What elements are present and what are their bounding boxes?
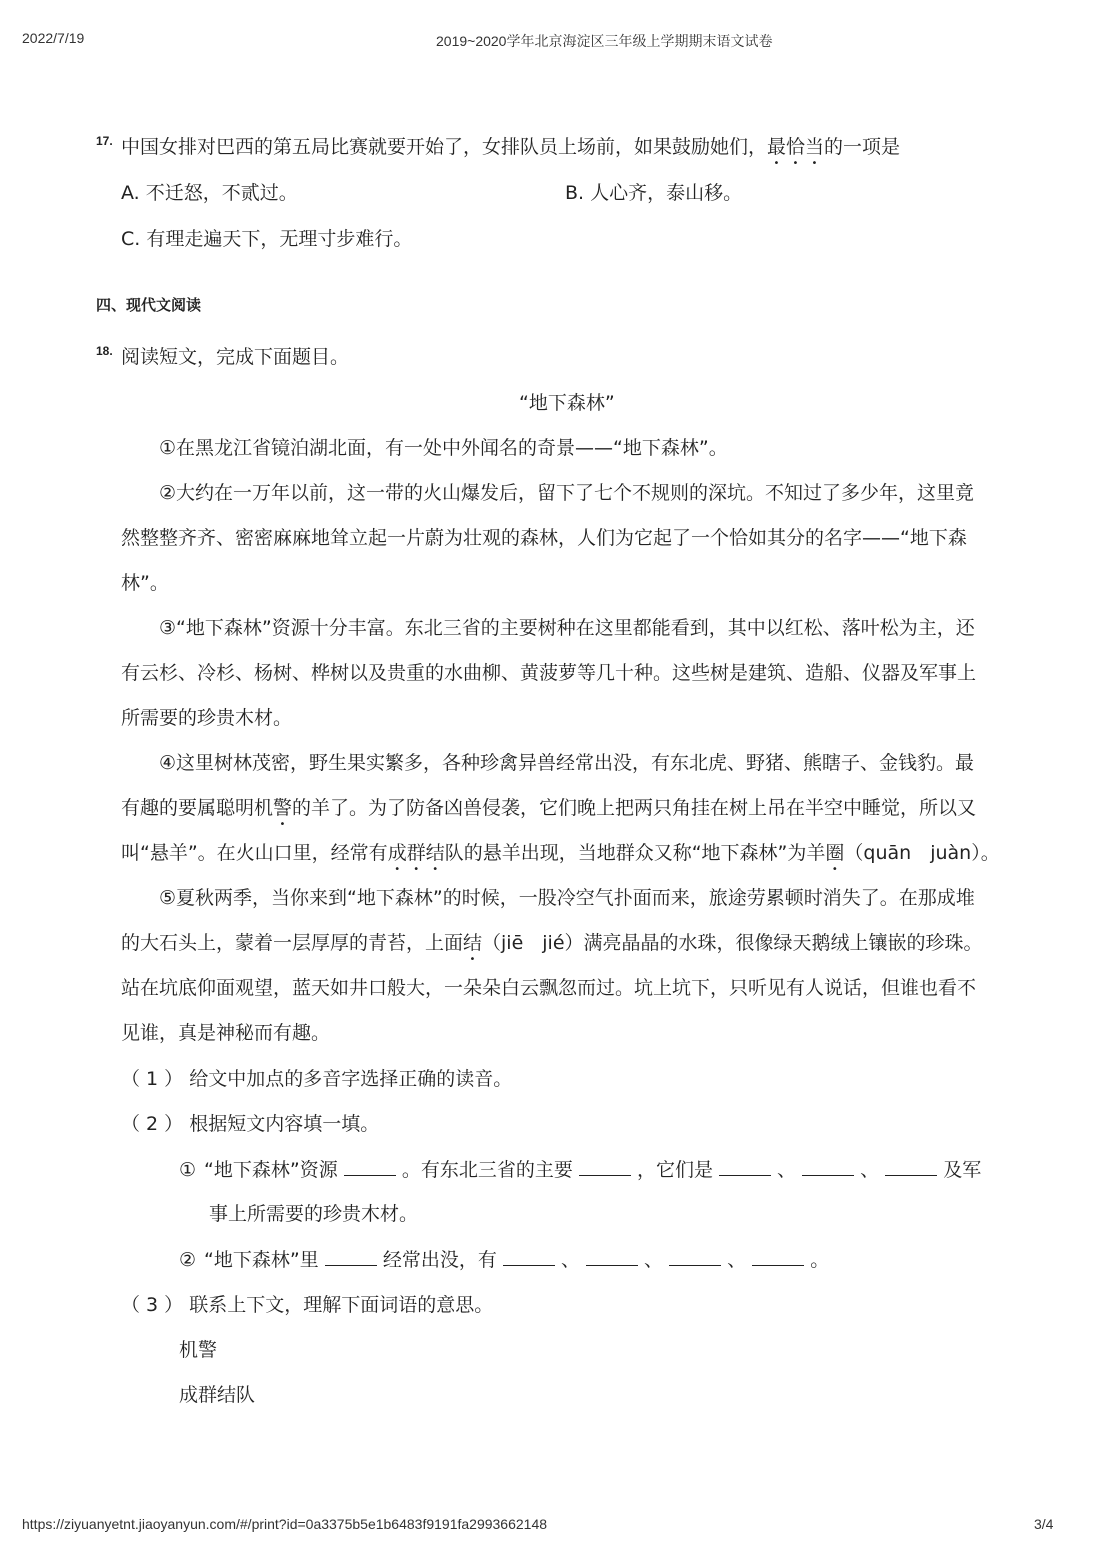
paragraph-5-line-1: ⑤夏秋两季，当你来到“地下森林”的时候，一股冷空气扑面而来，旅途劳累顿时消失了。在那成堆: [159, 887, 975, 909]
paragraph-2-line-1: ②大约在一万年以前，这一带的火山爆发后，留下了七个不规则的深坑。不知过了多少年，这里竟: [159, 482, 975, 504]
p4-emphasis-phrase: 成群结: [387, 842, 445, 864]
paragraph-3-line-1: ③“地下森林”资源十分丰富。东北三省的主要树种在这里都能看到，其中以红松、落叶松为主，还: [159, 617, 975, 639]
print-date: 2022/7/19: [22, 30, 85, 46]
fill-1-text-4: 及军: [943, 1159, 982, 1181]
p4-emphasis-quan: 圈: [825, 842, 845, 864]
blank-use-2[interactable]: [802, 1155, 854, 1176]
p4-l3-a: 叫“悬羊”。在火山口里，经常有: [121, 842, 388, 864]
paragraph-2-line-2: 然整整齐齐、密密麻麻地耸立起一片蔚为壮观的森林，人们为它起了一个恰如其分的名字——“地下森: [121, 527, 967, 549]
fill-1-sep-2: 、: [860, 1159, 880, 1181]
q17-option-a[interactable]: A. 不迁怒，不贰过。: [121, 182, 298, 204]
fill-2-sep-3: 、: [727, 1249, 747, 1271]
p5-l2-a: 的大石头上，蒙着一层厚厚的青苔，上面: [121, 932, 464, 954]
blank-animal-2[interactable]: [586, 1245, 638, 1266]
page-header-title: 2019~2020学年北京海淀区三年级上学期期末语文试卷: [436, 33, 773, 49]
fill-1-sep-1: 、: [777, 1159, 797, 1181]
paragraph-3-line-2: 有云杉、冷杉、杨树、桦树以及贵重的水曲柳、黄菠萝等几十种。这些树是建筑、造船、仪器及军事上: [121, 662, 977, 684]
blank-animal-1[interactable]: [503, 1245, 555, 1266]
blank-use-3[interactable]: [885, 1155, 937, 1176]
page-number: 3/4: [1034, 1516, 1054, 1532]
section-heading: 四、现代文阅读: [96, 296, 202, 314]
paragraph-2-line-3: 林”。: [121, 572, 169, 594]
fill-2-end: 。: [810, 1249, 830, 1271]
fill-1-text-3: ，它们是: [636, 1159, 713, 1181]
sub-question-2: （ 2 ） 根据短文内容填一填。: [121, 1113, 380, 1135]
fill-2-text-1: “地下森林”里: [204, 1249, 319, 1271]
q17-stem-a: 中国女排对巴西的第五局比赛就要开始了，女排队员上场前，如果鼓励她们，: [121, 136, 768, 158]
passage-title: “地下森林”: [519, 392, 615, 414]
paragraph-4-line-2: [121, 794, 976, 830]
vocab-word-1: 机警: [179, 1339, 218, 1361]
q17-option-b[interactable]: B. 人心齐，泰山移。: [565, 182, 743, 204]
fill-1-text-2: 。有东北三省的主要: [401, 1159, 573, 1181]
p4-l3-b: 队的悬羊出现，当地群众又称“地下森林”为羊: [444, 842, 826, 864]
fill-2-sep-2: 、: [644, 1249, 664, 1271]
paragraph-4-line-1: ④这里树林茂密，野生果实繁多，各种珍禽异兽经常出没，有东北虎、野猪、熊瞎子、金钱豹。最: [159, 752, 975, 774]
fill-item-1: [179, 1155, 981, 1184]
fill-2-sep-1: 、: [560, 1249, 580, 1271]
p4-l3-c: （quān juàn）。: [844, 842, 1000, 864]
vocab-word-2: 成群结队: [179, 1384, 256, 1406]
blank-animals-category[interactable]: [325, 1245, 377, 1266]
fill-1-marker: ①: [179, 1159, 197, 1181]
paragraph-4-line-3: [121, 839, 1000, 875]
question-number-17: 17.: [96, 134, 113, 148]
fill-2-marker: ②: [179, 1249, 197, 1271]
fill-1-text-1: “地下森林”资源: [204, 1159, 338, 1181]
paragraph-5-line-4: 见谁，真是神秘而有趣。: [121, 1022, 331, 1044]
blank-animal-3[interactable]: [669, 1245, 721, 1266]
p5-l2-b: （jiē jié）满亮晶晶的水珠，很像绿天鹅绒上镶嵌的珍珠。: [482, 932, 983, 954]
blank-resource[interactable]: [344, 1155, 396, 1176]
q17-emphasis: 最恰当: [767, 136, 825, 158]
sub-question-3: （ 3 ） 联系上下文，理解下面词语的意思。: [121, 1294, 494, 1316]
q17-option-c[interactable]: C. 有理走遍天下，无理寸步难行。: [121, 228, 413, 250]
blank-animal-4[interactable]: [752, 1245, 804, 1266]
blank-main-species[interactable]: [579, 1155, 631, 1176]
q17-stem-b: 的一项是: [824, 136, 901, 158]
q18-intro: 阅读短文，完成下面题目。: [121, 346, 350, 368]
p4-l2-a: 有趣的要属聪明机: [121, 797, 274, 819]
paragraph-5-line-3: 站在坑底仰面观望，蓝天如井口般大，一朵朵白云飘忽而过。坑上坑下，只听见有人说话，但谁也看不: [121, 977, 977, 999]
question-number-18: 18.: [96, 344, 113, 358]
fill-item-2: [179, 1245, 829, 1274]
paragraph-1: ①在黑龙江省镜泊湖北面，有一处中外闻名的奇景——“地下森林”。: [159, 437, 728, 459]
paragraph-3-line-3: 所需要的珍贵木材。: [121, 707, 293, 729]
q17-stem: [121, 133, 900, 169]
footer-url[interactable]: https://ziyuanyetnt.jiaoyanyun.com/#/print?id=0a3375b5e1b6483f9191fa2993662148: [22, 1516, 548, 1532]
paragraph-5-line-2: [121, 929, 983, 965]
blank-use-1[interactable]: [719, 1155, 771, 1176]
p5-emphasis-jie: 结: [463, 932, 483, 954]
sub-question-1: （ 1 ） 给文中加点的多音字选择正确的读音。: [121, 1068, 513, 1090]
p4-l2-b: 的羊了。为了防备凶兽侵袭，它们晚上把两只角挂在树上吊在半空中睡觉，所以又: [292, 797, 977, 819]
p4-emphasis-word: 警: [273, 797, 293, 819]
fill-item-1-line-2: 事上所需要的珍贵木材。: [209, 1203, 419, 1225]
fill-2-text-2: 经常出没，有: [382, 1249, 497, 1271]
